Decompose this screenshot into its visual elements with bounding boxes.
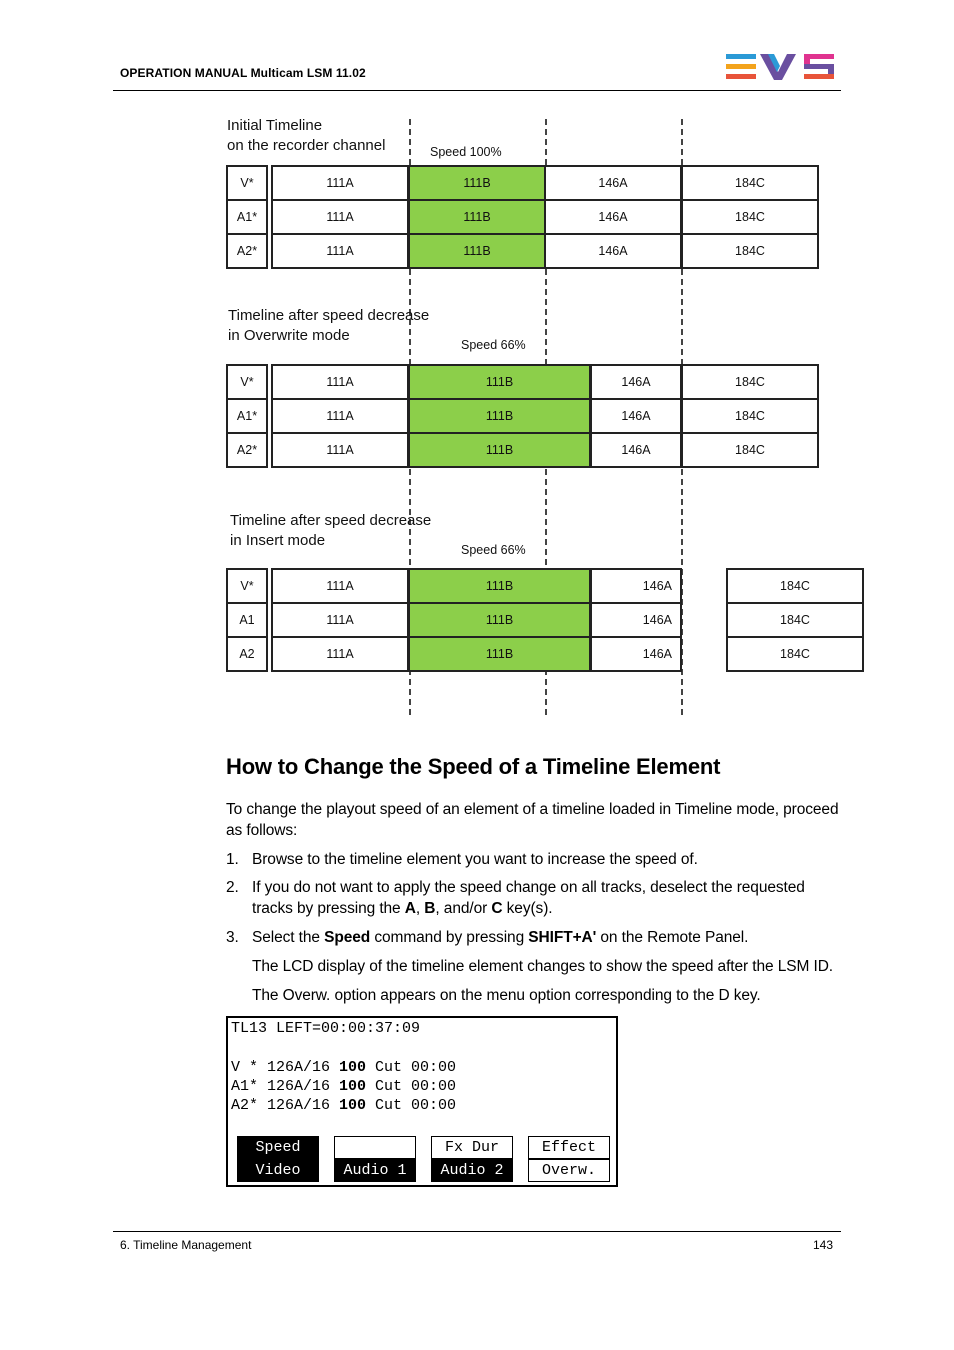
clip-cell: 111A <box>271 364 409 400</box>
shift-a-key: SHIFT+A' <box>528 929 597 946</box>
step-2-line-1: If you do not want to apply the speed change on all tracks, deselect the requested <box>252 879 805 896</box>
header-title: OPERATION MANUAL Multicam LSM 11.02 <box>120 66 366 80</box>
clip-cell: 111A <box>271 398 409 434</box>
lcd-line-1: TL13 LEFT=00:00:37:09 <box>231 1020 421 1037</box>
lcd-display <box>226 1016 618 1187</box>
clip-cell: 184C <box>726 602 864 638</box>
key-a: A <box>404 900 416 917</box>
track-cell: A2* <box>226 432 268 468</box>
step-3-number: 3. <box>226 929 239 946</box>
clip-cell: 111A <box>271 636 409 672</box>
diagram-label: Initial Timeline <box>227 117 323 134</box>
track-cell: A2 <box>226 636 268 672</box>
clip-cell: 184C <box>681 364 819 400</box>
clip-cell: 146A <box>590 602 682 638</box>
note-1: The LCD display of the timeline element changes to show the speed after the LSM ID. <box>252 958 834 975</box>
step-1-number: 1. <box>226 851 239 868</box>
intro-line-2: as follows: <box>226 822 298 839</box>
clip-cell: 146A <box>544 199 682 235</box>
lcd-row: A1* 126A/16 100 Cut 00:00 <box>231 1078 457 1095</box>
clip-cell: 146A <box>544 165 682 201</box>
evs-logo <box>724 52 836 87</box>
clip-cell: 146A <box>590 432 682 468</box>
intro-line-1: To change the playout speed of an element of a timeline loaded in Timeline mode, proceed <box>226 801 839 818</box>
step-1-text: Browse to the timeline element you want to increase the speed of. <box>252 851 698 868</box>
footer-chapter: 6. Timeline Management <box>120 1238 252 1252</box>
clip-cell: 111B <box>408 432 591 468</box>
clip-cell: 184C <box>681 432 819 468</box>
clip-cell: 111A <box>271 568 409 604</box>
speed-label: Speed 66% <box>461 338 526 352</box>
lcd-key-d-top[interactable]: Effect <box>528 1136 610 1159</box>
section-heading: How to Change the Speed of a Timeline Element <box>226 754 721 779</box>
clip-cell: 146A <box>590 568 682 604</box>
track-cell: V* <box>226 568 268 604</box>
key-b: B <box>424 900 436 917</box>
track-cell: V* <box>226 364 268 400</box>
clip-cell: 111A <box>271 602 409 638</box>
diagram-sublabel: on the recorder channel <box>227 137 386 154</box>
clip-cell: 111B <box>408 364 591 400</box>
clip-cell: 184C <box>681 165 819 201</box>
lcd-row: A2* 126A/16 100 Cut 00:00 <box>231 1097 457 1114</box>
clip-cell: 146A <box>590 364 682 400</box>
diagram-label: Timeline after speed decrease <box>230 512 432 529</box>
lcd-key-c-bottom[interactable]: Audio 2 <box>431 1159 513 1182</box>
track-cell: A1 <box>226 602 268 638</box>
diagram-sublabel: in Overwrite mode <box>228 327 350 344</box>
clip-cell: 146A <box>590 398 682 434</box>
clip-cell: 111B <box>408 636 591 672</box>
lcd-key-a-top[interactable]: Speed <box>237 1136 319 1159</box>
footer-rule <box>113 1231 841 1232</box>
track-cell: V* <box>226 165 268 201</box>
diagram-label: Timeline after speed decrease <box>228 307 430 324</box>
clip-cell: 184C <box>681 199 819 235</box>
step-3-text: Select the Speed command by pressing SHIFT+A' on the Remote Panel. <box>252 929 749 946</box>
clip-cell: 111A <box>271 165 409 201</box>
step-2-line-2: tracks by pressing the A, B, and/or C key(s). <box>252 900 553 917</box>
track-cell: A1* <box>226 199 268 235</box>
lcd-key-a-bottom[interactable]: Video <box>237 1159 319 1182</box>
speed-command: Speed <box>324 929 371 946</box>
clip-cell: 111A <box>271 199 409 235</box>
lcd-key-d-bottom[interactable]: Overw. <box>528 1159 610 1182</box>
clip-cell: 111B <box>408 233 546 269</box>
clip-cell: 111B <box>408 398 591 434</box>
clip-cell: 146A <box>590 636 682 672</box>
clip-cell: 184C <box>726 636 864 672</box>
header-rule <box>113 90 841 91</box>
clip-cell: 111B <box>408 165 546 201</box>
lcd-key-b-bottom[interactable]: Audio 1 <box>334 1159 416 1182</box>
clip-cell: 184C <box>726 568 864 604</box>
clip-cell: 111A <box>271 432 409 468</box>
footer-page-number: 143 <box>812 1238 833 1252</box>
track-cell: A1* <box>226 398 268 434</box>
diagram-sublabel: in Insert mode <box>230 532 326 549</box>
clip-cell: 184C <box>681 398 819 434</box>
lcd-row: V * 126A/16 100 Cut 00:00 <box>231 1059 457 1076</box>
clip-cell: 111B <box>408 199 546 235</box>
note-2: The Overw. option appears on the menu option corresponding to the D key. <box>252 987 761 1004</box>
lcd-key-c-top[interactable]: Fx Dur <box>431 1136 513 1159</box>
clip-cell: 146A <box>544 233 682 269</box>
speed-label: Speed 66% <box>461 543 526 557</box>
lcd-key-b-top[interactable] <box>334 1136 416 1159</box>
clip-cell: 111A <box>271 233 409 269</box>
clip-cell: 111B <box>408 568 591 604</box>
clip-cell: 111B <box>408 602 591 638</box>
speed-label: Speed 100% <box>430 145 502 159</box>
key-c: C <box>491 900 503 917</box>
step-2-number: 2. <box>226 879 239 896</box>
track-cell: A2* <box>226 233 268 269</box>
clip-cell: 184C <box>681 233 819 269</box>
